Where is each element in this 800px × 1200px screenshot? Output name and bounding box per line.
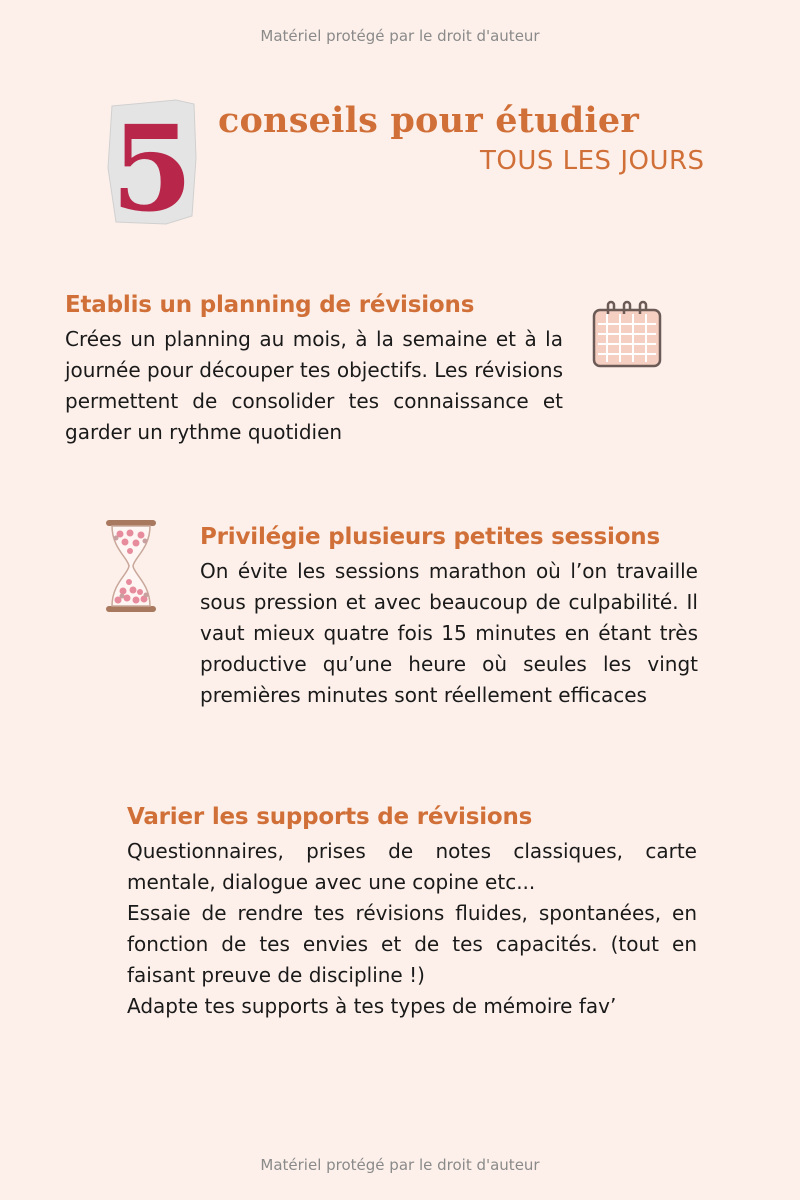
tip-body-sessions: On évite les sessions marathon où l’on travaille sous pression et avec beaucoup de culpabilité. Il vaut mieux quatre fois 15 minutes en étant très productive qu’une heure où seules les vingt premières minutes sont réellement efficaces [200, 559, 698, 707]
calendar-icon [590, 300, 666, 372]
tip-section-planning [65, 292, 563, 448]
tip-title-planning: Etablis un planning de révisions [65, 292, 475, 318]
number-five-badge [106, 98, 198, 226]
tip-title-sessions: Privilégie plusieurs petites sessions [200, 524, 660, 550]
copyright-notice-top: Matériel protégé par le droit d'auteur [260, 27, 540, 45]
tip-body-supports-line-2: Essaie de rendre tes révisions fluides, spontanées, en fonction de tes envies et de tes capacités. (tout en faisant preuve de discipline !) [127, 901, 697, 987]
tip-body-supports-line-1: Questionnaires, prises de notes classiques, carte mentale, dialogue avec une copine etc... [127, 839, 697, 894]
page-subtitle: TOUS LES JOURS [480, 146, 705, 176]
tip-section-sessions [200, 524, 698, 711]
tip-body-planning: Crées un planning au mois, à la semaine et à la journée pour découper tes objectifs. Les révisions permettent de consolider tes connaissance et garder un rythme quotidien [65, 327, 563, 444]
number-five-text: 5 [110, 99, 194, 226]
page-title: conseils pour étudier [218, 100, 640, 141]
tip-section-supports [127, 804, 697, 1022]
tip-body-supports-line-3: Adapte tes supports à tes types de mémoire fav’ [127, 994, 617, 1018]
hourglass-icon [100, 516, 162, 616]
copyright-notice-bottom: Matériel protégé par le droit d'auteur [260, 1156, 540, 1174]
tip-title-supports: Varier les supports de révisions [127, 804, 533, 830]
